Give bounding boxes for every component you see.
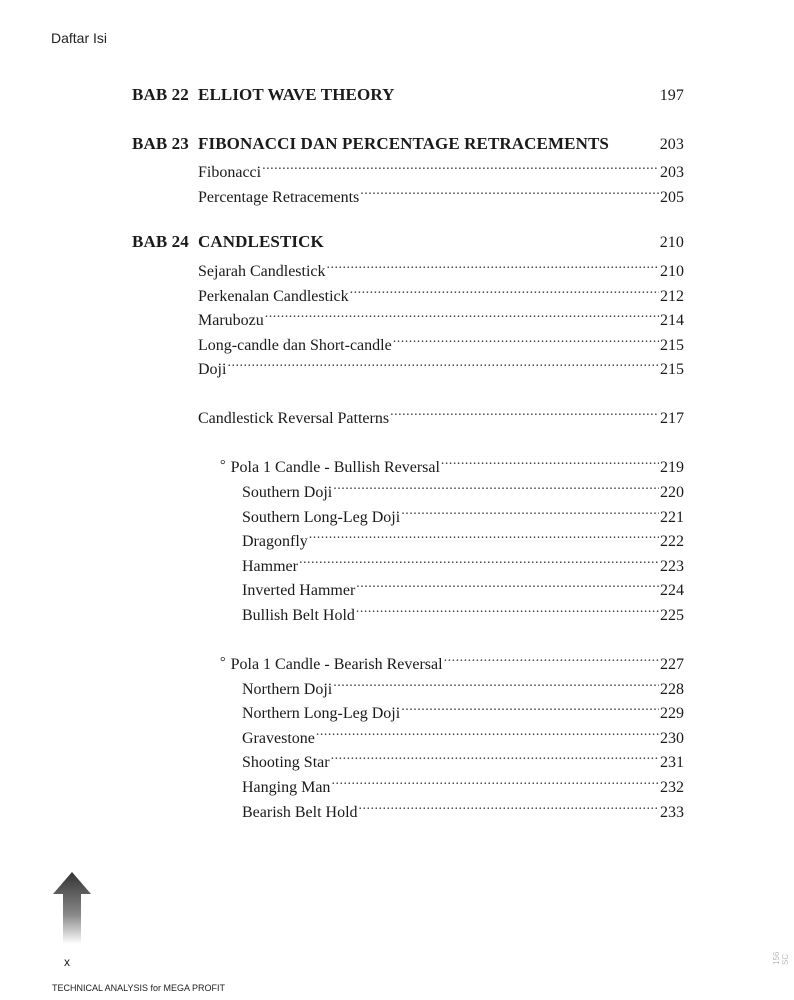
toc-entry[interactable]	[198, 330, 684, 356]
leader-dots	[262, 157, 659, 177]
toc-entry-page: 228	[660, 681, 684, 698]
toc-entry-label: Shooting Star	[242, 754, 330, 771]
chapter-heading-22[interactable]	[132, 85, 684, 105]
toc-entry[interactable]	[242, 575, 684, 601]
toc-entry-label: Long-candle dan Short-candle	[198, 337, 392, 354]
toc-entry-label: Dragonfly	[242, 533, 308, 550]
toc-entry-page: 232	[660, 779, 684, 796]
leader-dots	[401, 698, 659, 718]
toc-entry[interactable]	[242, 600, 684, 626]
toc-entry-page: 215	[660, 361, 684, 378]
chapter-page: 197	[659, 87, 684, 104]
leader-dots	[441, 452, 659, 472]
chapter-number: BAB 22	[132, 85, 189, 104]
leader-dots	[356, 575, 659, 595]
toc-entry-label: Northern Doji	[242, 681, 333, 698]
leader-dots	[360, 182, 659, 202]
up-arrow-icon	[53, 872, 91, 944]
toc-entry-label: Fibonacci	[198, 164, 262, 181]
leader-dots	[327, 256, 659, 276]
toc-entry-label: Doji	[198, 361, 227, 378]
chapter-number: BAB 23	[132, 134, 189, 153]
toc-entry-page: 212	[660, 288, 684, 305]
toc-entry-label: Bearish Belt Hold	[242, 804, 358, 821]
chapter-page: 210	[659, 234, 684, 251]
toc-entry[interactable]	[198, 157, 684, 183]
page-number: x	[64, 955, 70, 969]
toc-entry[interactable]	[242, 797, 684, 823]
toc-entry-label: Hammer	[242, 558, 298, 575]
toc-entry-label: Marubozu	[198, 312, 264, 329]
toc-entry[interactable]	[242, 551, 684, 577]
toc-entry-label: Perkenalan Candlestick	[198, 288, 349, 305]
toc-entry-page: 210	[660, 263, 684, 280]
toc-entry-label	[220, 458, 440, 479]
toc-entry-label: Percentage Retracements	[198, 189, 360, 206]
chapter-title: ELLIOT WAVE THEORY	[198, 85, 395, 104]
toc-entry-page: 203	[660, 164, 684, 181]
toc-entry-page: 215	[660, 337, 684, 354]
toc-entry[interactable]	[242, 674, 684, 700]
toc-entry-page: 214	[660, 312, 684, 329]
leader-dots	[350, 281, 659, 301]
leader-dots	[390, 403, 659, 423]
chapter-heading-23[interactable]	[132, 134, 684, 154]
toc-entry-page: 227	[660, 656, 684, 673]
chapter-title: FIBONACCI DAN PERCENTAGE RETRACEMENTS	[198, 134, 609, 153]
toc-entry-page: 217	[660, 410, 684, 427]
leader-dots	[393, 330, 659, 350]
toc-entry-label: Southern Long-Leg Doji	[242, 509, 401, 526]
toc-entry-page: 231	[660, 754, 684, 771]
leader-dots	[359, 797, 659, 817]
toc-entry[interactable]	[198, 256, 684, 282]
toc-entry-page: 225	[660, 607, 684, 624]
side-code: 156 SC	[772, 951, 790, 965]
toc-entry-label: Hanging Man	[242, 779, 331, 796]
toc-entry-page: 221	[660, 509, 684, 526]
leader-dots	[333, 477, 659, 497]
toc-entry-page: 230	[660, 730, 684, 747]
toc-entry-label: Inverted Hammer	[242, 582, 356, 599]
toc-entry-label: Gravestone	[242, 730, 315, 747]
toc-entry-page: 222	[660, 533, 684, 550]
toc-entry-page: 223	[660, 558, 684, 575]
toc-entry-label: Candlestick Reversal Patterns	[198, 410, 390, 427]
toc-entry[interactable]	[242, 526, 684, 552]
toc-entry-page: 220	[660, 484, 684, 501]
toc-entry[interactable]	[198, 403, 684, 429]
toc-entry[interactable]	[242, 698, 684, 724]
leader-dots	[331, 747, 659, 767]
bullet-icon: °	[220, 458, 226, 473]
leader-dots	[227, 354, 659, 374]
chapter-page: 203	[659, 136, 684, 153]
toc-entry-text: Pola 1 Candle - Bearish Reversal	[230, 656, 443, 673]
running-head: Daftar Isi	[51, 30, 108, 46]
toc-entry-page: 233	[660, 804, 684, 821]
toc-entry[interactable]	[242, 723, 684, 749]
toc-entry-label: Northern Long-Leg Doji	[242, 705, 401, 722]
toc-entry-page: 229	[660, 705, 684, 722]
footer-book-title: TECHNICAL ANALYSIS for MEGA PROFIT	[52, 983, 226, 993]
chapter-number: BAB 24	[132, 232, 189, 251]
toc-entry[interactable]	[242, 747, 684, 773]
leader-dots	[444, 649, 659, 669]
leader-dots	[401, 502, 659, 522]
toc-entry-page: 224	[660, 582, 684, 599]
toc-entry[interactable]	[198, 305, 684, 331]
toc-entry[interactable]	[198, 281, 684, 307]
toc-entry-label: Sejarah Candlestick	[198, 263, 326, 280]
toc-subsection-entry[interactable]	[220, 649, 684, 676]
toc-entry[interactable]	[242, 477, 684, 503]
leader-dots	[331, 772, 659, 792]
leader-dots	[265, 305, 659, 325]
toc-entry[interactable]	[198, 354, 684, 380]
toc-entry-label: Bullish Belt Hold	[242, 607, 355, 624]
toc-entry-page: 205	[660, 189, 684, 206]
toc-entry[interactable]	[242, 502, 684, 528]
toc-entry[interactable]	[242, 772, 684, 798]
leader-dots	[356, 600, 659, 620]
leader-dots	[299, 551, 659, 571]
toc-entry-text: Pola 1 Candle - Bullish Reversal	[230, 459, 440, 476]
toc-entry[interactable]	[198, 182, 684, 208]
bullet-icon: °	[220, 655, 226, 670]
toc-entry-page: 219	[660, 459, 684, 476]
chapter-heading-24[interactable]	[132, 232, 684, 252]
leader-dots	[309, 526, 659, 546]
toc-entry-label: Southern Doji	[242, 484, 333, 501]
toc-entry-label	[220, 655, 443, 676]
leader-dots	[333, 674, 659, 694]
toc-subsection-entry[interactable]	[220, 452, 684, 479]
leader-dots	[316, 723, 659, 743]
chapter-title: CANDLESTICK	[198, 232, 324, 251]
